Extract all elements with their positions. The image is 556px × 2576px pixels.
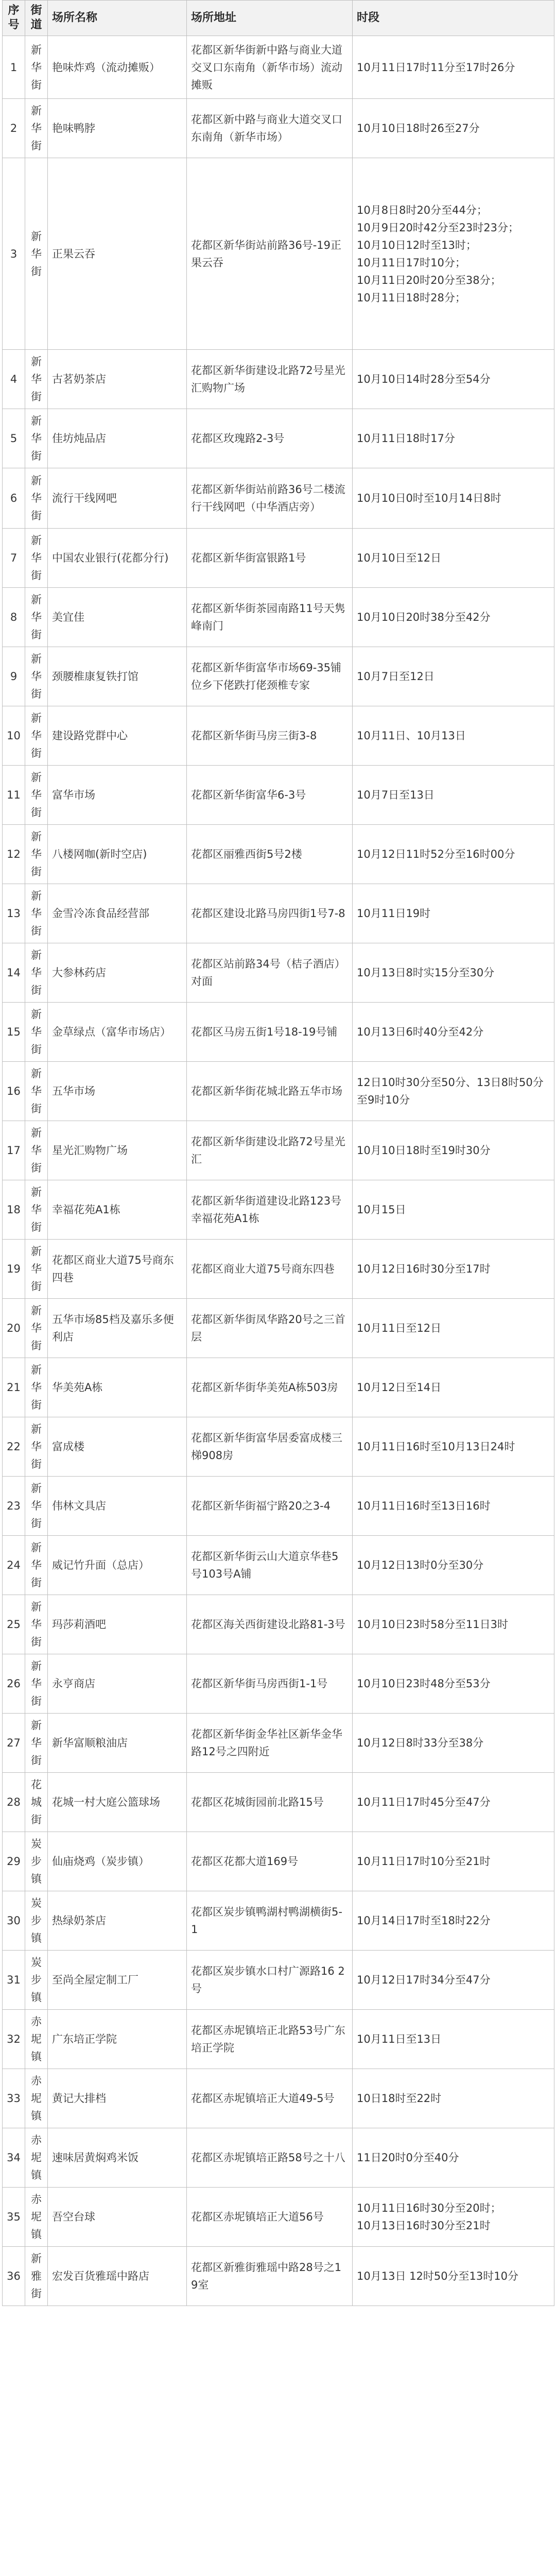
cell-time: 10月12日11时52分至16时00分 [353, 825, 554, 884]
cell-time: 10月11日17时45分至47分 [353, 1773, 554, 1832]
cell-time: 10月10日23时48分至53分 [353, 1654, 554, 1714]
cell-address: 花都区赤坭镇培正大道49-5号 [187, 2069, 353, 2128]
location-table [2, 0, 554, 2306]
cell-street: 新华街 [25, 1417, 48, 1477]
cell-time: 10月11日17时10分至21时 [353, 1832, 554, 1891]
cell-address: 花都区丽雅西街5号2楼 [187, 825, 353, 884]
cell-address: 花都区新中路与商业大道交叉口东南角（新华市场） [187, 99, 353, 158]
cell-street: 新华街 [25, 1714, 48, 1773]
cell-time: 10月10日18时26至27分 [353, 99, 554, 158]
cell-seq: 32 [3, 2010, 25, 2069]
cell-name: 古茗奶茶店 [48, 350, 187, 409]
cell-seq: 12 [3, 825, 25, 884]
table-row [3, 1654, 554, 1714]
cell-name: 热绿奶茶店 [48, 1891, 187, 1951]
cell-time: 10月12日16时30分至17时 [353, 1240, 554, 1299]
cell-seq: 15 [3, 1003, 25, 1062]
table-row [3, 1180, 554, 1240]
cell-time: 10月12日17时34分至47分 [353, 1951, 554, 2010]
cell-street: 新华街 [25, 943, 48, 1003]
table-row [3, 1832, 554, 1891]
cell-address: 花都区新华街富华市场69-35铺位乡下佬跌打佬颈椎专家 [187, 647, 353, 706]
cell-street: 新华街 [25, 1595, 48, 1654]
table-row [3, 2128, 554, 2188]
table-row [3, 158, 554, 350]
table-header-row [3, 1, 554, 36]
table-row [3, 36, 554, 99]
cell-time: 10月14日17时至18时22分 [353, 1891, 554, 1951]
cell-seq: 2 [3, 99, 25, 158]
cell-seq: 9 [3, 647, 25, 706]
cell-address: 花都区赤坭镇培正路58号之十八 [187, 2128, 353, 2188]
cell-name: 广东培正学院 [48, 2010, 187, 2069]
cell-time: 10月13日 12时50分至13时10分 [353, 2247, 554, 2306]
table-row [3, 1240, 554, 1299]
cell-time: 10月10日20时38分至42分 [353, 588, 554, 647]
time-line: 10月11日16时30分至20时； [357, 2202, 501, 2214]
cell-street: 新华街 [25, 647, 48, 706]
cell-time: 10月10日至12日 [353, 529, 554, 588]
cell-street: 花城街 [25, 1773, 48, 1832]
cell-address: 花都区花城街园前北路15号 [187, 1773, 353, 1832]
cell-seq: 31 [3, 1951, 25, 2010]
cell-name: 流行干线网吧 [48, 468, 187, 529]
cell-address: 花都区新华街道建设北路123号幸福花苑A1栋 [187, 1180, 353, 1240]
cell-time: 10月7日至13日 [353, 766, 554, 825]
cell-name: 新华富顺粮油店 [48, 1714, 187, 1773]
cell-seq: 14 [3, 943, 25, 1003]
cell-name: 威记竹升面（总店） [48, 1536, 187, 1595]
cell-street: 新华街 [25, 1121, 48, 1180]
table-row [3, 2069, 554, 2128]
table-row [3, 1358, 554, 1417]
table-row [3, 1003, 554, 1062]
cell-time: 11日20时0分至40分 [353, 2128, 554, 2188]
cell-street: 新华街 [25, 766, 48, 825]
cell-seq: 33 [3, 2069, 25, 2128]
cell-name: 幸福花苑A1栋 [48, 1180, 187, 1240]
cell-time: 10月11日19时 [353, 884, 554, 943]
cell-name: 富华市场 [48, 766, 187, 825]
cell-street: 新华街 [25, 825, 48, 884]
table-row [3, 1891, 554, 1951]
cell-seq: 24 [3, 1536, 25, 1595]
cell-address: 花都区新华街福宁路20之3-4 [187, 1477, 353, 1536]
cell-street: 新华街 [25, 529, 48, 588]
header-address: 场所地址 [187, 1, 353, 36]
cell-time: 10月7日至12日 [353, 647, 554, 706]
cell-time: 10月11日至12日 [353, 1299, 554, 1358]
cell-street: 新华街 [25, 1477, 48, 1536]
cell-address: 花都区赤坭镇培正北路53号广东培正学院 [187, 2010, 353, 2069]
cell-seq: 25 [3, 1595, 25, 1654]
cell-seq: 5 [3, 409, 25, 468]
cell-time: 10月11日17时11分至17时26分 [353, 36, 554, 99]
cell-time: 10月12日至14日 [353, 1358, 554, 1417]
cell-street: 新华街 [25, 588, 48, 647]
cell-time: 10月10日23时58分至11日3时 [353, 1595, 554, 1654]
cell-name: 永亨商店 [48, 1654, 187, 1714]
header-name: 场所名称 [48, 1, 187, 36]
cell-name: 艳味鸭脖 [48, 99, 187, 158]
cell-time: 12日10时30分至50分、13日8时50分至9时10分 [353, 1062, 554, 1121]
table-row [3, 1417, 554, 1477]
cell-time: 10月12日8时33分至38分 [353, 1714, 554, 1773]
cell-seq: 1 [3, 36, 25, 99]
cell-seq: 36 [3, 2247, 25, 2306]
table-row [3, 943, 554, 1003]
time-line: 10月11日18时28分； [357, 291, 466, 304]
cell-seq: 21 [3, 1358, 25, 1417]
table-row [3, 1951, 554, 2010]
cell-name: 八楼网咖(新时空店) [48, 825, 187, 884]
time-line: 10月13日16时30分至21时 [357, 2219, 491, 2232]
cell-name: 速味居黄焖鸡米饭 [48, 2128, 187, 2188]
cell-address: 花都区马房五街1号18-19号铺 [187, 1003, 353, 1062]
cell-address: 花都区新华街华美苑A栋503房 [187, 1358, 353, 1417]
cell-name: 颈腰椎康复铁打馆 [48, 647, 187, 706]
cell-street: 新华街 [25, 1299, 48, 1358]
cell-street: 新华街 [25, 409, 48, 468]
location-table-container [2, 0, 554, 2306]
table-row [3, 350, 554, 409]
cell-seq: 26 [3, 1654, 25, 1714]
cell-address: 花都区新华街站前路36号-19正果云吞 [187, 158, 353, 350]
table-row [3, 1299, 554, 1358]
cell-street: 新华街 [25, 1180, 48, 1240]
cell-time: 10月13日8时实15分至30分 [353, 943, 554, 1003]
cell-seq: 3 [3, 158, 25, 350]
cell-time: 10月11日至13日 [353, 2010, 554, 2069]
cell-street: 新华街 [25, 1654, 48, 1714]
cell-street: 新华街 [25, 884, 48, 943]
cell-street: 新雅街 [25, 2247, 48, 2306]
time-line: 10月11日17时10分； [357, 256, 466, 269]
table-row [3, 468, 554, 529]
table-row [3, 1536, 554, 1595]
cell-seq: 17 [3, 1121, 25, 1180]
cell-seq: 4 [3, 350, 25, 409]
cell-name: 美宜佳 [48, 588, 187, 647]
cell-name: 佳坊炖品店 [48, 409, 187, 468]
cell-address: 花都区新华街马房西街1-1号 [187, 1654, 353, 1714]
cell-name: 富成楼 [48, 1417, 187, 1477]
cell-address: 花都区炭步镇水口村广源路16 2号 [187, 1951, 353, 2010]
header-seq: 序号 [3, 1, 25, 36]
cell-address: 花都区花都大道169号 [187, 1832, 353, 1891]
cell-time: 10月11日18时17分 [353, 409, 554, 468]
cell-name: 花城一村大庭公篮球场 [48, 1773, 187, 1832]
cell-address: 花都区新雅街雅瑶中路28号之19室 [187, 2247, 353, 2306]
cell-name: 花都区商业大道75号商东四巷 [48, 1240, 187, 1299]
cell-address: 花都区海关西街建设北路81-3号 [187, 1595, 353, 1654]
table-row [3, 1595, 554, 1654]
cell-seq: 6 [3, 468, 25, 529]
cell-time: 10月10日14时28分至54分 [353, 350, 554, 409]
cell-name: 玛莎莉酒吧 [48, 1595, 187, 1654]
cell-street: 新华街 [25, 1062, 48, 1121]
header-street: 街道 [25, 1, 48, 36]
time-line: 10月9日20时42分至23时23分； [357, 221, 519, 234]
cell-address: 花都区新华街凤华路20号之三首层 [187, 1299, 353, 1358]
cell-address: 花都区新华街富银路1号 [187, 529, 353, 588]
cell-time: 10月12日13时0分至30分 [353, 1536, 554, 1595]
cell-name: 伟林文具店 [48, 1477, 187, 1536]
time-line: 10月11日20时20分至38分； [357, 274, 501, 286]
cell-address: 花都区赤坭镇培正大道56号 [187, 2188, 353, 2247]
cell-seq: 27 [3, 1714, 25, 1773]
cell-address: 花都区新华街富华6-3号 [187, 766, 353, 825]
cell-street: 新华街 [25, 706, 48, 766]
cell-name: 大参林药店 [48, 943, 187, 1003]
cell-time: 10日18时至22时 [353, 2069, 554, 2128]
cell-name: 星光汇购物广场 [48, 1121, 187, 1180]
time-line: 10月8日8时20分至44分； [357, 204, 488, 216]
cell-street: 新华街 [25, 36, 48, 99]
cell-name: 华美苑A栋 [48, 1358, 187, 1417]
cell-street: 新华街 [25, 1358, 48, 1417]
cell-time: 10月10日18时至19时30分 [353, 1121, 554, 1180]
cell-address: 花都区新华街云山大道京华巷5号103号A铺 [187, 1536, 353, 1595]
cell-street: 赤坭镇 [25, 2010, 48, 2069]
cell-street: 赤坭镇 [25, 2128, 48, 2188]
cell-name: 吾空台球 [48, 2188, 187, 2247]
cell-street: 新华街 [25, 1536, 48, 1595]
cell-address: 花都区新华街富华居委富成楼三梯908房 [187, 1417, 353, 1477]
table-row [3, 529, 554, 588]
cell-time [353, 158, 554, 350]
cell-seq: 8 [3, 588, 25, 647]
cell-street: 炭步镇 [25, 1951, 48, 2010]
cell-time: 10月11日、10月13日 [353, 706, 554, 766]
table-row [3, 99, 554, 158]
cell-name: 五华市场85档及嘉乐多便利店 [48, 1299, 187, 1358]
table-row [3, 706, 554, 766]
cell-name: 至尚全屋定制工厂 [48, 1951, 187, 2010]
cell-street: 新华街 [25, 1003, 48, 1062]
time-line: 10月10日12时至13时； [357, 239, 477, 251]
cell-seq: 10 [3, 706, 25, 766]
cell-address: 花都区新华街金华社区新华金华路12号之四附近 [187, 1714, 353, 1773]
cell-seq: 7 [3, 529, 25, 588]
table-row [3, 766, 554, 825]
cell-seq: 34 [3, 2128, 25, 2188]
cell-seq: 30 [3, 1891, 25, 1951]
cell-name: 宏发百货雅瑶中路店 [48, 2247, 187, 2306]
cell-name: 仙庙烧鸡（炭步镇） [48, 1832, 187, 1891]
cell-seq: 16 [3, 1062, 25, 1121]
cell-name: 金雪冷冻食品经营部 [48, 884, 187, 943]
cell-name: 正果云吞 [48, 158, 187, 350]
cell-address: 花都区新华街新中路与商业大道交叉口东南角（新华市场）流动摊贩 [187, 36, 353, 99]
cell-seq: 13 [3, 884, 25, 943]
table-row [3, 1477, 554, 1536]
cell-address: 花都区新华街站前路36号二楼流行干线网吧（中华酒店旁） [187, 468, 353, 529]
cell-address: 花都区新华街花城北路五华市场 [187, 1062, 353, 1121]
table-row [3, 1062, 554, 1121]
cell-seq: 28 [3, 1773, 25, 1832]
cell-name: 中国农业银行(花都分行) [48, 529, 187, 588]
cell-address: 花都区建设北路马房四街1号7-8 [187, 884, 353, 943]
cell-street: 新华街 [25, 350, 48, 409]
cell-address: 花都区新华街建设北路72号星光汇 [187, 1121, 353, 1180]
cell-time: 10月10日0时至10月14日8时 [353, 468, 554, 529]
cell-seq: 29 [3, 1832, 25, 1891]
cell-name: 黄记大排档 [48, 2069, 187, 2128]
cell-street: 炭步镇 [25, 1832, 48, 1891]
cell-time: 10月11日16时至13日16时 [353, 1477, 554, 1536]
table-row [3, 409, 554, 468]
cell-name: 五华市场 [48, 1062, 187, 1121]
cell-street: 炭步镇 [25, 1891, 48, 1951]
cell-street: 新华街 [25, 468, 48, 529]
cell-name: 建设路党群中心 [48, 706, 187, 766]
table-row [3, 2188, 554, 2247]
cell-name: 艳味炸鸡（流动摊贩） [48, 36, 187, 99]
cell-street: 赤坭镇 [25, 2188, 48, 2247]
table-row [3, 1121, 554, 1180]
cell-seq: 19 [3, 1240, 25, 1299]
cell-address: 花都区玫瑰路2-3号 [187, 409, 353, 468]
cell-address: 花都区站前路34号（桔子酒店）对面 [187, 943, 353, 1003]
cell-time [353, 2188, 554, 2247]
table-row [3, 2247, 554, 2306]
cell-seq: 22 [3, 1417, 25, 1477]
cell-time: 10月11日16时至10月13日24时 [353, 1417, 554, 1477]
cell-time: 10月13日6时40分至42分 [353, 1003, 554, 1062]
table-row [3, 647, 554, 706]
cell-address: 花都区新华街茶园南路11号天隽峰南门 [187, 588, 353, 647]
cell-seq: 20 [3, 1299, 25, 1358]
cell-name: 金草绿点（富华市场店） [48, 1003, 187, 1062]
table-row [3, 1773, 554, 1832]
cell-address: 花都区新华街马房三街3-8 [187, 706, 353, 766]
cell-address: 花都区商业大道75号商东四巷 [187, 1240, 353, 1299]
cell-seq: 35 [3, 2188, 25, 2247]
table-row [3, 2010, 554, 2069]
cell-address: 花都区炭步镇鸭湖村鸭湖横街5-1 [187, 1891, 353, 1951]
table-row [3, 884, 554, 943]
cell-street: 新华街 [25, 99, 48, 158]
table-row [3, 825, 554, 884]
cell-seq: 23 [3, 1477, 25, 1536]
header-time: 时段 [353, 1, 554, 36]
cell-street: 赤坭镇 [25, 2069, 48, 2128]
cell-street: 新华街 [25, 1240, 48, 1299]
table-row [3, 588, 554, 647]
table-row [3, 1714, 554, 1773]
cell-seq: 11 [3, 766, 25, 825]
cell-address: 花都区新华街建设北路72号星光汇购物广场 [187, 350, 353, 409]
cell-street: 新华街 [25, 158, 48, 350]
cell-seq: 18 [3, 1180, 25, 1240]
cell-time: 10月15日 [353, 1180, 554, 1240]
